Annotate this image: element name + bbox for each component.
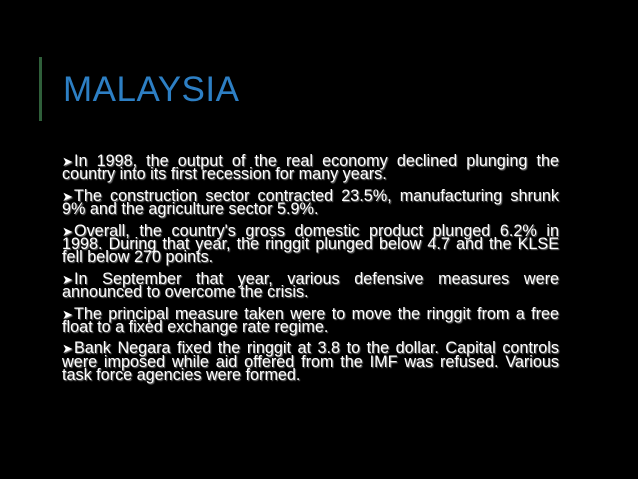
bullet-text: Overall, the country's gross domestic product plunged 6.2% in 1998. During that year, the ringgit plunged below 4.7 and the KLSE fell below 270 points. <box>62 221 559 267</box>
bullet-item <box>62 221 559 267</box>
arrowhead-check-icon: ➤ <box>62 154 73 169</box>
bullet-text: In 1998, the output of the real economy declined plunging the country into its first recession for many years. <box>62 152 559 184</box>
bullet-item <box>62 186 559 219</box>
slide-title: MALAYSIA <box>63 70 240 109</box>
bullet-item <box>62 339 559 385</box>
bullet-item <box>62 304 559 337</box>
bullet-list <box>62 152 559 391</box>
arrowhead-check-icon: ➤ <box>62 188 73 204</box>
bullet-text: Bank Negara fixed the ringgit at 3.8 to the dollar. Capital controls were imposed while aid offered from the IMF was refused. Various task force agencies were formed. <box>62 339 559 385</box>
bullet-item <box>62 269 559 302</box>
arrowhead-check-icon: ➤ <box>62 306 73 322</box>
bullet-text: In September that year, various defensive measures were announced to overcome the crisis. <box>62 269 559 302</box>
bullet-text: The construction sector contracted 23.5%, manufacturing shrunk 9% and the agriculture sector 5.9%. <box>62 186 559 219</box>
arrowhead-check-icon: ➤ <box>62 223 73 239</box>
arrowhead-check-icon: ➤ <box>62 341 73 357</box>
arrowhead-check-icon: ➤ <box>62 271 73 287</box>
title-accent-bar <box>39 57 42 121</box>
bullet-item <box>62 152 559 184</box>
bullet-text: The principal measure taken were to move the ringgit from a free float to a fixed exchange rate regime. <box>62 304 559 337</box>
